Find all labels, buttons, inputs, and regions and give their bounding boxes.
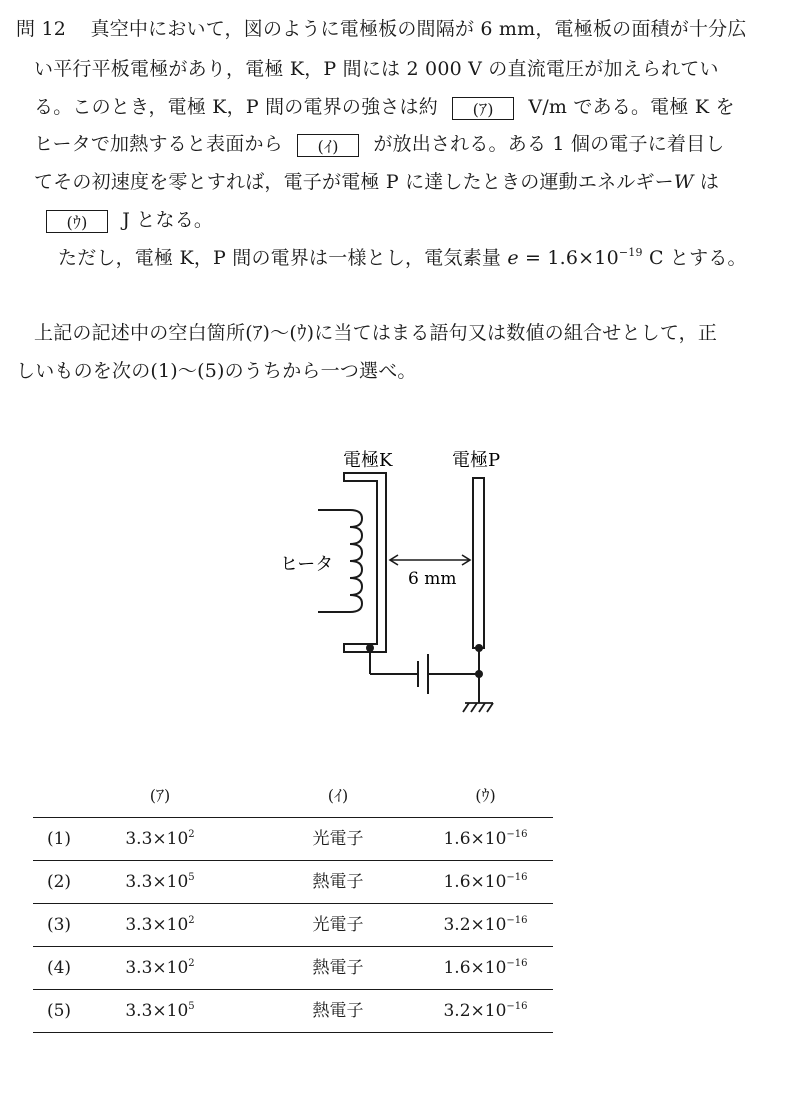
instruction-line-2 — [16, 358, 417, 384]
question-text-3a: る。このとき，電極 K，P 間の電界の強さは約 — [34, 96, 438, 118]
label-electrode-p: 電極P — [452, 450, 501, 471]
value-a: $3.3\times 10^2$ — [125, 829, 195, 849]
table-row[interactable] — [33, 903, 553, 946]
question-line-6 — [38, 207, 213, 233]
question-text-4a: ヒータで加熱すると表面から — [34, 133, 283, 155]
variable-w: W — [673, 171, 694, 193]
question-line-2 — [34, 56, 719, 82]
question-text-3b: V/m である。電極 K を — [528, 96, 735, 118]
question-line-4 — [34, 131, 725, 157]
choice-number: (4) — [46, 958, 72, 978]
junction-k — [366, 644, 374, 652]
label-gap: 6 mm — [408, 569, 457, 589]
blank-i-box: (ｲ) — [297, 134, 359, 157]
value-a: $3.3\times 10^5$ — [125, 872, 195, 892]
value-a: $3.3\times 10^5$ — [125, 1001, 195, 1021]
question-text-2: い平行平板電極があり，電極 K，P 間には 2 000 V の直流電圧が加えられてい — [34, 58, 719, 80]
variable-e: e — [507, 247, 519, 269]
answer-table — [33, 775, 553, 1033]
table-row[interactable] — [33, 860, 553, 903]
question-number: 問 12 — [16, 18, 67, 40]
choice-number: (1) — [46, 829, 72, 849]
junction-p-top — [475, 644, 483, 652]
question-text-5b: は — [693, 171, 720, 193]
label-electrode-k: 電極K — [343, 450, 393, 471]
ground-symbol — [463, 703, 493, 712]
value-a: $3.3\times 10^2$ — [125, 915, 195, 935]
table-row[interactable] — [33, 946, 553, 989]
header-u: (ｳ) — [475, 786, 496, 805]
value-u: $1.6\times 10^{-16}$ — [443, 872, 528, 892]
question-text-7a: ただし，電極 K，P 間の電界は一様とし，電気素量 — [58, 247, 508, 269]
value-u: $1.6\times 10^{-16}$ — [443, 829, 528, 849]
value-u: $3.2\times 10^{-16}$ — [443, 1001, 528, 1021]
value-a: $3.3\times 10^2$ — [125, 958, 195, 978]
electrode-k-shape — [344, 473, 386, 652]
table-row[interactable] — [33, 817, 553, 860]
value-i: 熱電子 — [312, 958, 364, 978]
question-text-7c: C とする。 — [642, 247, 747, 269]
value-i: 光電子 — [312, 829, 364, 849]
instruction-text-1: 上記の記述中の空白箇所(ｱ)～(ｳ)に当てはまる語句又は数値の組合せとして，正 — [34, 322, 718, 344]
instruction-text-2: しいものを次の(1)～(5)のうちから一つ選べ。 — [16, 360, 417, 382]
value-u: $1.6\times 10^{-16}$ — [443, 958, 528, 978]
question-text-6: J となる。 — [122, 209, 214, 231]
question-text-5a: てその初速度を零とすれば，電子が電極 P に達したときの運動エネルギー — [34, 171, 674, 193]
question-text-7b: = 1.6×10 — [518, 247, 619, 269]
question-line-1 — [16, 16, 747, 42]
blank-u-box: (ｳ) — [46, 210, 108, 233]
value-i: 熱電子 — [312, 872, 364, 892]
blank-a-box: (ｱ) — [452, 97, 514, 120]
value-i: 熱電子 — [312, 1001, 364, 1021]
header-i: (ｲ) — [327, 786, 349, 805]
question-text-1: 真空中において，図のように電極板の間隔が 6 mm，電極板の面積が十分広 — [90, 18, 747, 40]
question-line-3 — [34, 94, 735, 120]
label-heater: ヒータ — [280, 554, 334, 575]
choice-number: (3) — [46, 915, 72, 935]
junction-p-mid — [475, 670, 483, 678]
table-header — [33, 775, 553, 817]
electrode-p-shape — [473, 478, 484, 648]
electrode-diagram — [0, 430, 787, 750]
instruction-line-1 — [34, 320, 717, 346]
choice-number: (5) — [46, 1001, 72, 1021]
exponent-e: −19 — [618, 246, 643, 259]
question-text-4b: が放出される。ある 1 個の電子に着目し — [373, 133, 725, 155]
value-u: $3.2\times 10^{-16}$ — [443, 915, 528, 935]
value-i: 光電子 — [312, 915, 364, 935]
choice-number: (2) — [46, 872, 72, 892]
header-a: (ｱ) — [149, 786, 171, 805]
question-line-7 — [58, 245, 747, 271]
table-row[interactable] — [33, 989, 553, 1033]
question-line-5 — [34, 169, 719, 195]
